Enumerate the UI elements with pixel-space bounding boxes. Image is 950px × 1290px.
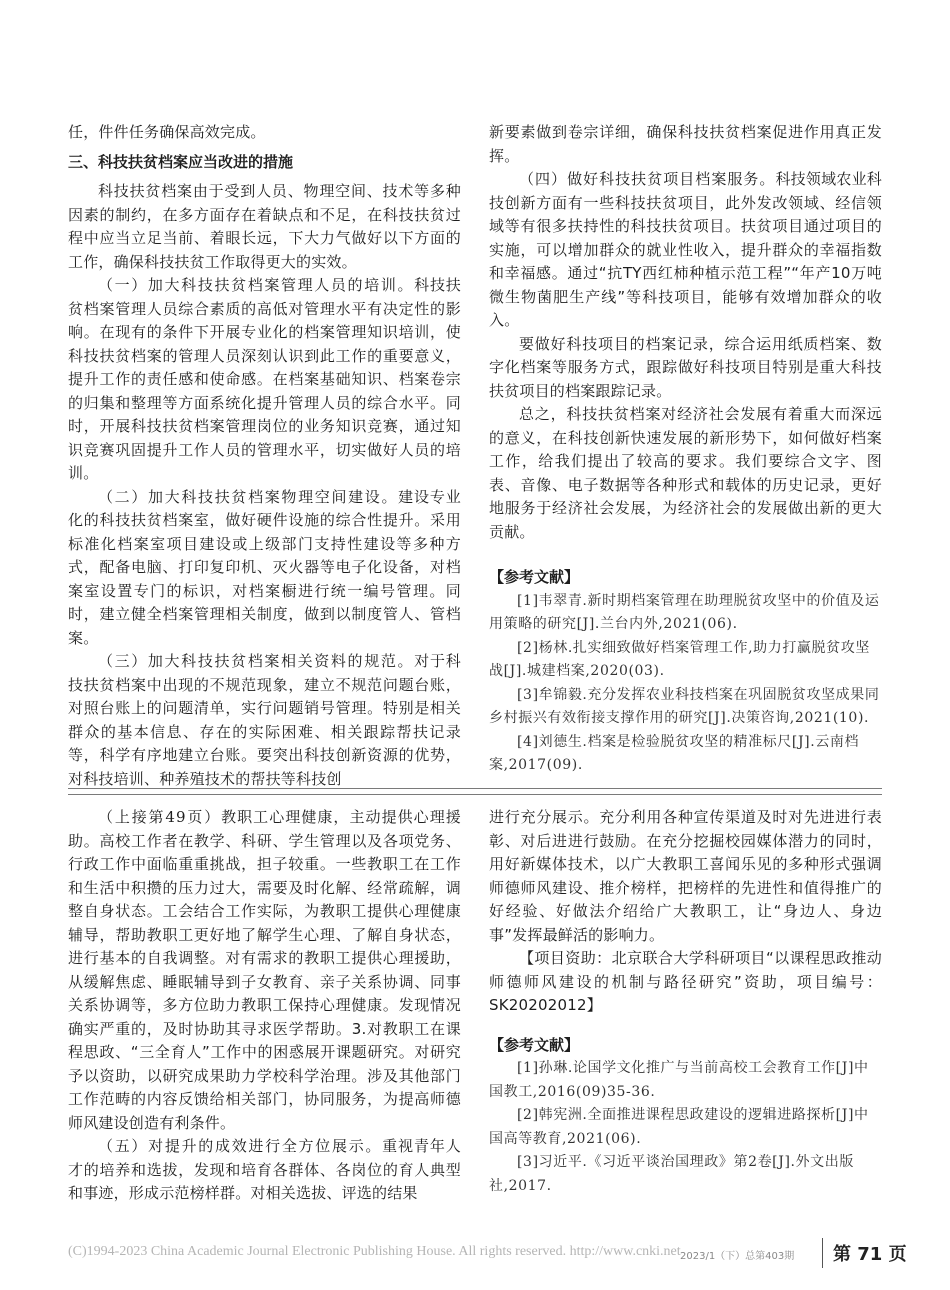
reference-item: [2]杨林.扎实细致做好档案管理工作,助力打赢脱贫攻坚战[J].城建档案,2020(03). (489, 639, 870, 679)
paragraph: 要做好科技项目的档案记录，综合运用纸质档案、数字化档案等服务方式，跟踪做好科技项目特别是重大科技扶贫项目的档案跟踪记录。 (489, 334, 882, 400)
paragraph-body: 科技领域农业科技创新方面有一些科技扶贫项目，此外发改领域、经信领域等有很多扶持性的科技扶贫项目。扶贫项目通过项目的实施，可以增加群众的就业性收入，提升群众的幸福指数和幸福感。通过“抗TY西红柿种植示范工程”“年产10万吨微生物菌肥生产线”等科技项目，能够有效增加群众的收入。 (489, 170, 882, 329)
reference-item: [3]习近平.《习近平谈治国理政》第2卷[J].外文出版社,2017. (489, 1154, 854, 1194)
page-number: 第 71 页 (833, 1244, 907, 1265)
paragraph: 新要素做到卷宗详细，确保科技扶贫档案促进作用真正发挥。 (489, 123, 882, 165)
page-footer (0, 1240, 950, 1270)
references-heading: 【参考文献】 (489, 1035, 580, 1054)
section-heading: 三、科技扶贫档案应当改进的措施 (68, 152, 294, 171)
reference-item: [1]韦翠青.新时期档案管理在助理脱贫攻坚中的价值及运用策略的研究[J].兰台内外,2021(06). (489, 592, 880, 632)
subsection-heading: （一）加大科技扶贫档案管理人员的培训。 (98, 276, 415, 294)
paragraph (68, 274, 461, 486)
footer-divider (822, 1238, 823, 1268)
article-divider (68, 788, 882, 795)
funding-note: 【项目资助：北京联合大学科研项目“以课程思政推动师德师风建设的机制与路径研究”资助，项目编号：SK20202012】 (489, 949, 882, 1014)
reference-item: [3]牟锦毅.充分发挥农业科技档案在巩固脱贫攻坚成果同乡村振兴有效衔接支撑作用的研究[J].决策咨询,2021(10). (489, 686, 880, 726)
reference-item: [2]韩宪洲.全面推进课程思政建设的逻辑进路探析[J]中国高等教育,2021(06). (489, 1107, 869, 1147)
paragraph (68, 806, 461, 1135)
paragraph: 总之，科技扶贫档案对经济社会发展有着重大而深远的意义，在科技创新快速发展的新形势下，如何做好档案工作，给我们提出了较高的要求。我们要综合文字、图表、音像、电子数据等各种形式和载体的历史记录，更好地服务于经济社会发展，为经济社会的发展做出新的更大贡献。 (489, 405, 882, 541)
paragraph: 科技扶贫档案由于受到人员、物理空间、技术等多种因素的制约，在多方面存在着缺点和不足，在科技扶贫过程中应当立足当前、着眼长远，下大力气做好以下方面的工作，确保科技扶贫工作取得更大的实效。 (68, 182, 461, 271)
paragraph (489, 168, 882, 333)
paragraph (68, 1135, 461, 1206)
top-right-column (489, 121, 882, 778)
paragraph-body: 教职工心理健康，主动提供心理援助。高校工作者在教学、科研、学生管理以及各项党务、行政工作中面临重重挑战，担子较重。一些教职工在工作和生活中积攒的压力过大，需要及时化解、经常疏解，调整自身状态。工会结合工作实际，为教职工提供心理健康辅导，帮助教职工更好地了解学生心理、了解自身状态，进行基本的自我调整。对有需求的教职工提供心理援助，从缓解焦虑、睡眠辅导到子女教育、亲子关系协调、同事关系协调等，多方位助力教职工保持心理健康。发现情况确实严重的，及时协助其寻求医学帮助。3.对教职工在课程思政、“三全育人”工作中的困惑展开课题研究。对研究予以资助，以研究成果助力学校科学治理。涉及其他部门工作范畴的内容反馈给相关部门，协同服务，为提高师德师风建设创造有利条件。 (68, 808, 461, 1132)
reference-item: [4]刘德生.档案是检验脱贫攻坚的精准标尺[J].云南档案,2017(09). (489, 733, 860, 773)
journal-issue: 2023/1（下）总第403期 (680, 1251, 795, 1262)
paragraph (68, 650, 461, 791)
bottom-right-column (489, 806, 882, 1198)
subsection-heading: （三）加大科技扶贫档案相关资料的规范。 (98, 652, 415, 670)
continuation-note: （上接第49页） (98, 808, 222, 826)
paragraph-body: 科技扶贫档案管理人员综合素质的高低对管理水平有决定性的影响。在现有的条件下开展专业化的档案管理知识培训，使科技扶贫档案的管理人员深刻认识到此工作的重要意义，提升工作的责任感和使命感。在档案基础知识、档案卷宗的归集和整理等方面系统化提升管理人员的综合水平。同时，开展科技扶贫档案管理岗位的业务知识竞赛，通过知识竞赛巩固提升工作人员的管理水平，切实做好人员的培训。 (68, 276, 461, 482)
subsection-heading: （四）做好科技扶贫项目档案服务。 (519, 170, 776, 188)
paragraph: 任，件件任务确保高效完成。 (68, 123, 266, 141)
paragraph (68, 486, 461, 651)
subsection-heading: （五）对提升的成效进行全方位展示。 (98, 1137, 383, 1155)
top-left-column (68, 121, 461, 791)
copyright-watermark: (C)1994-2023 China Academic Journal Electronic Publishing House. All rights reserved. http://www.cnki.net (68, 1244, 681, 1259)
paragraph-body: 重视青年人才的培养和选拔，发现和培育各群体、各岗位的育人典型和事迹，形成示范榜样群。对相关选拔、评选的结果 (68, 1137, 461, 1202)
references-heading: 【参考文献】 (489, 568, 580, 586)
subsection-heading: （二）加大科技扶贫档案物理空间建设。 (98, 487, 399, 506)
reference-item: [1]孙琳.论国学文化推广与当前高校工会教育工作[J]中国教工,2016(09)35-36. (489, 1060, 869, 1100)
paragraph-body: 对于科技扶贫档案中出现的不规范现象，建立不规范问题台账，对照台账上的问题清单，实行问题销号管理。特别是相关群众的基本信息、存在的实际困难、相关跟踪帮扶记录等，科学有序地建立台账。要突出科技创新资源的优势，对科技培训、种养殖技术的帮扶等科技创 (68, 652, 461, 788)
bottom-left-column (68, 806, 461, 1206)
paragraph: 进行充分展示。充分利用各种宣传渠道及时对先进进行表彰、对后进进行鼓励。在充分挖掘校园媒体潜力的同时，用好新媒体技术，以广大教职工喜闻乐见的多种形式强调师德师风建设、推介榜样，把榜样的先进性和值得推广的好经验、好做法介绍给广大教职工，让“身边人、身边事”发挥最鲜活的影响力。 (489, 808, 882, 944)
paragraph-body: 建设专业化的科技扶贫档案室，做好硬件设施的综合性提升。采用标准化档案室项目建设或上级部门支持性建设等多种方式，配备电脑、打印复印机、灭火器等电子化设备，对档案室设置专门的标识，对档案橱进行统一编号管理。同时，建立健全档案管理相关制度，做到以制度管人、管档案。 (68, 487, 461, 647)
